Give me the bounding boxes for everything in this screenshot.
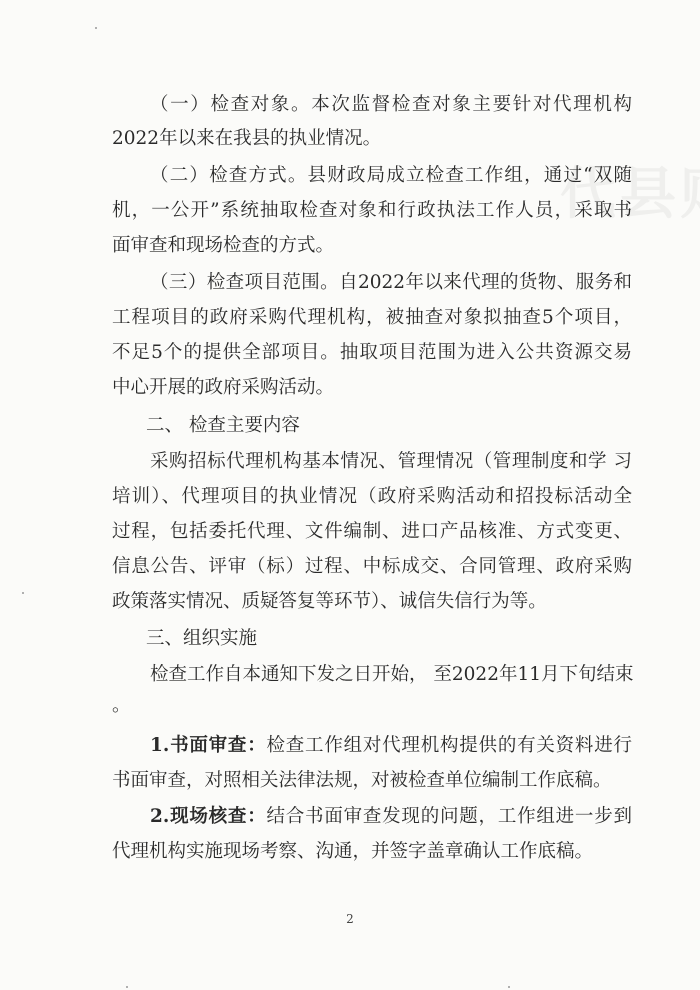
para-check-scope-line-3: 不足5个的提供全部项目。抽取项目范围为进入公共资源交易 — [112, 342, 632, 363]
para-check-object-line-1: （一）检查对象。本次监督检查对象主要针对代理机构 — [150, 94, 632, 115]
para-check-method-line-3: 面审查和现场检查的方式。 — [112, 235, 335, 256]
para-check-scope-line-1: （三）检查项目范围。自2022年以来代理的货物、服务和 — [150, 272, 632, 293]
para-check-method-line-1: （二）检查方式。县财政局成立检查工作组，通过“双随 — [150, 165, 632, 186]
para-written-review-line-2: 书面审查，对照相关法律法规，对被检查单位编制工作底稿。 — [112, 770, 612, 791]
para-main-content-line-5: 政策落实情况、质疑答复等环节）、诚信失信行为等。 — [112, 591, 547, 612]
para-main-content-line-3: 过程，包括委托代理、文件编制、进口产品核准、方式变更、 — [112, 521, 632, 542]
para-written-review-line-1: 1.书面审查：检查工作组对代理机构提供的有关资料进行 — [150, 735, 632, 756]
scan-speck — [508, 986, 510, 988]
para-check-scope-line-2: 工程项目的政府采购代理机构，被抽查对象拟抽查5个项目， — [112, 307, 632, 328]
para-site-check-line-1: 2.现场核查：结合书面审查发现的问题，工作组进一步到 — [150, 806, 632, 827]
scan-speck — [126, 986, 128, 988]
para-main-content-line-1: 采购招标代理机构基本情况、管理情况（管理制度和学 习 — [150, 451, 632, 472]
para-check-method-line-2: 机，一公开”系统抽取检查对象和行政执法工作人员，采取书 — [112, 200, 632, 221]
para-check-scope-line-4: 中心开展的政府采购活动。 — [112, 377, 335, 398]
label-site-check: 2.现场核查： — [150, 806, 267, 827]
scan-speck — [22, 592, 24, 594]
section-heading-organization: 三、组织实施 — [146, 628, 258, 649]
para-check-object-line-2: 2022年以来在我县的执业情况。 — [112, 128, 382, 149]
label-written-review: 1.书面审查： — [150, 735, 267, 756]
para-main-content-line-4: 信息公告、评审（标）过程、中标成交、合同管理、政府采购 — [112, 556, 632, 577]
scan-speck — [95, 27, 97, 29]
para-organization-line-1: 检查工作自本通知下发之日开始， 至2022年11月下旬结束 — [150, 664, 634, 685]
para-site-check-line-2: 代理机构实施现场考察、沟通，并签字盖章确认工作底稿。 — [112, 841, 594, 862]
para-organization-line-2: 。 — [112, 695, 131, 716]
page-number: 2 — [346, 912, 354, 926]
para-main-content-line-2: 培训）、代理项目的执业情况（政府采购活动和招投标活动全 — [112, 486, 632, 507]
section-heading-main-content: 二、 检查主要内容 — [146, 415, 300, 436]
